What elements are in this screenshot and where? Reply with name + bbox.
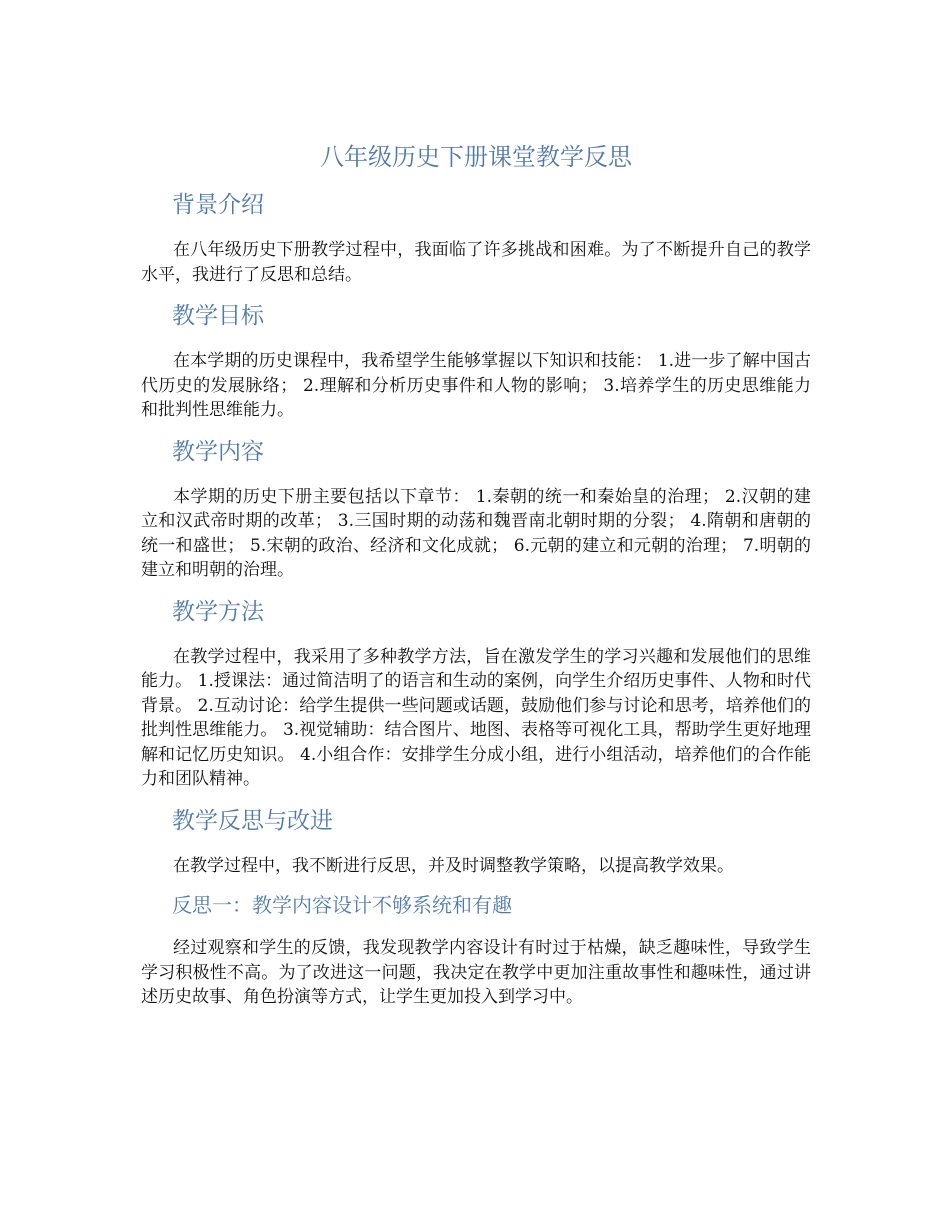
section-heading-methods: 教学方法 bbox=[172, 598, 264, 625]
section-heading-content: 教学内容 bbox=[172, 438, 264, 465]
section-paragraph-content: 本学期的历史下册主要包括以下章节： 1.秦朝的统一和秦始皇的治理； 2.汉朝的建立和汉武帝时期的改革； 3.三国时期的动荡和魏晋南北朝时期的分裂； 4.隋朝和唐朝的统一和盛世； 5.宋朝的政治、经济和文化成就； 6.元朝的建立和元朝的治理； 7.明朝的建立和明朝的治理。 bbox=[141, 486, 811, 580]
section-heading-objectives: 教学目标 bbox=[172, 303, 264, 329]
section-paragraph-objectives: 在本学期的历史课程中，我希望学生能够掌握以下知识和技能： 1.进一步了解中国古代历史的发展脉络； 2.理解和分析历史事件和人物的影响； 3.培养学生的历史思维能力和批判性思维能力。 bbox=[141, 351, 811, 420]
section-paragraph-methods: 在教学过程中，我采用了多种教学方法，旨在激发学生的学习兴趣和发展他们的思维能力。 1.授课法：通过简洁明了的语言和生动的案例，向学生介绍历史事件、人物和时代背景。 2.互动讨论：给学生提供一些问题或话题，鼓励他们参与讨论和思考，培养他们的批判性思维能力。 3.视觉辅助：结合图片、地图、表格等可视化工具，帮助学生更好地理解和记忆历史知识。 4.小组合作：安排学生分成小组，进行小组活动，培养他们的合作能力和团队精神。 bbox=[141, 646, 811, 789]
subsection-paragraph-reflection-one: 经过观察和学生的反馈，我发现教学内容设计有时过于枯燥，缺乏趣味性，导致学生学习积极性不高。为了改进这一问题，我决定在教学中更加注重故事性和趣味性，通过讲述历史故事、角色扮演等方式，让学生更加投入到学习中。 bbox=[141, 938, 811, 1007]
section-paragraph-reflection: 在教学过程中，我不断进行反思，并及时调整教学策略，以提高教学效果。 bbox=[173, 855, 734, 876]
section-paragraph-background: 在八年级历史下册教学过程中，我面临了许多挑战和困难。为了不断提升自己的教学水平，我进行了反思和总结。 bbox=[141, 240, 811, 285]
section-heading-background: 背景介绍 bbox=[172, 192, 264, 218]
subsection-heading-reflection-one: 反思一：教学内容设计不够系统和有趣 bbox=[172, 893, 512, 917]
document-content bbox=[141, 140, 811, 1010]
document-title: 八年级历史下册课堂教学反思 bbox=[320, 143, 632, 171]
section-heading-reflection: 教学反思与改进 bbox=[172, 807, 333, 834]
